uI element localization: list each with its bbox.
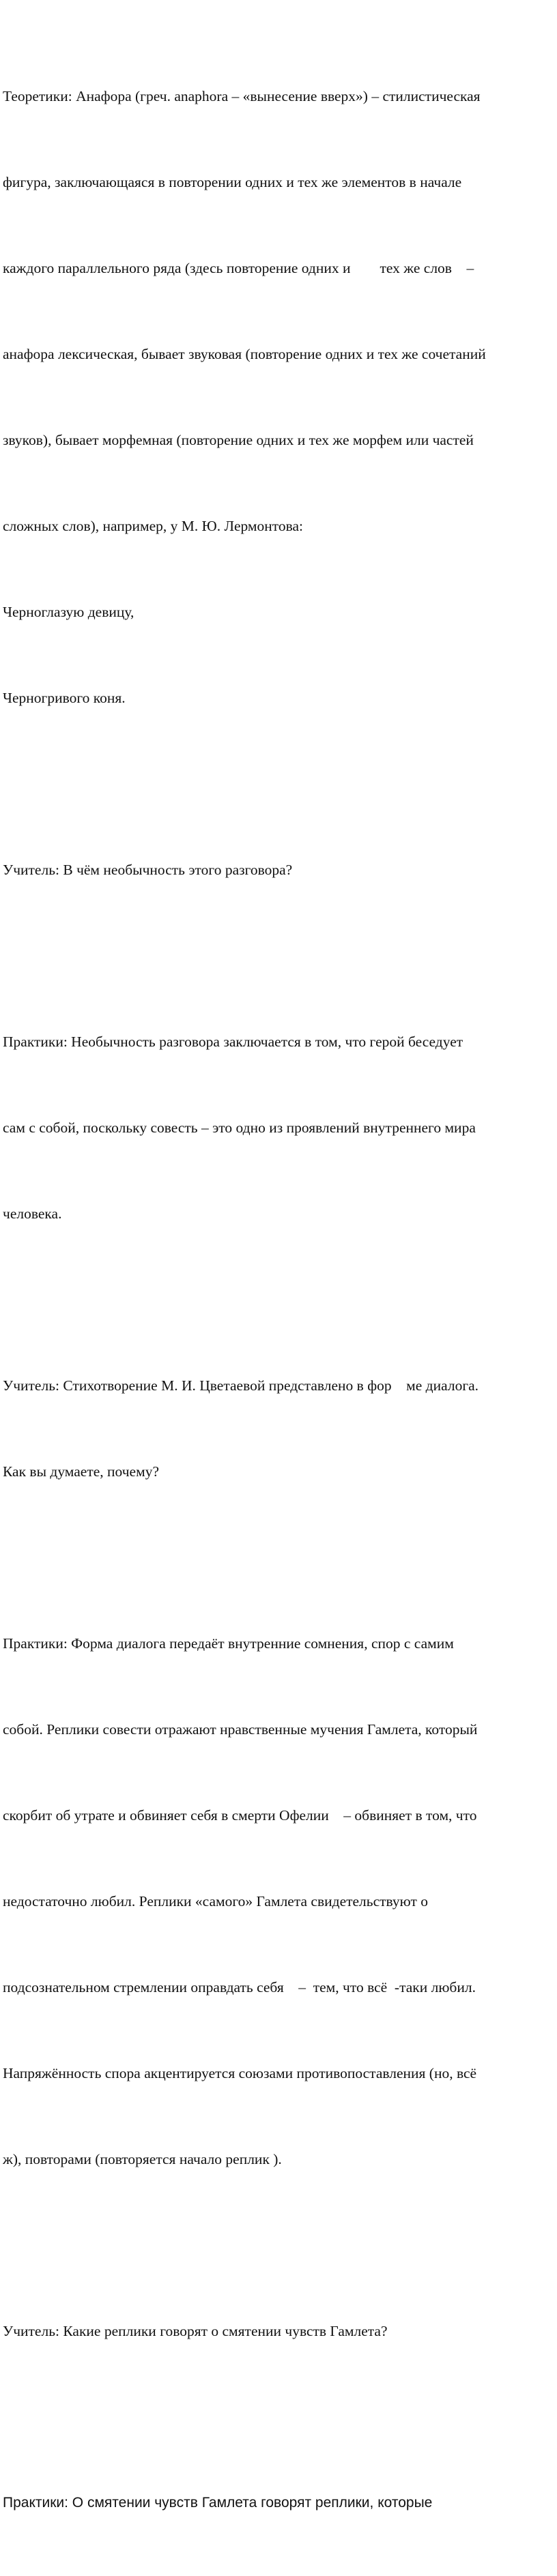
text-line: Учитель: Стихотворение М. И. Цветаевой представлено в фор ме диалога. — [3, 1377, 479, 1394]
paragraph-spacer — [3, 2403, 557, 2431]
paragraph-spacer — [3, 770, 557, 798]
text-line: Как вы думаете, почему? — [3, 1463, 159, 1480]
text-line: Практики: О смятении чувств Гамлета говорят реплики, которые — [3, 2495, 433, 2511]
paragraph-practitioners-answer-1 — [3, 970, 557, 1285]
paragraph-spacer — [3, 2231, 557, 2259]
text-line: фигура, заключающаяся в повторении одних и тех же элементов в начале — [3, 174, 462, 190]
text-line: Практики: Необычность разговора заключается в том, что герой беседует — [3, 1034, 463, 1050]
paragraph-theorists — [3, 25, 557, 770]
paragraph-spacer — [3, 1285, 557, 1314]
paragraph-teacher-question-1 — [3, 798, 557, 941]
text-line: каждого параллельного ряда (здесь повторение одних и тех же слов – — [3, 260, 474, 276]
text-line: сам с собой, поскольку совесть – это одно из проявлений внутреннего мира — [3, 1119, 476, 1136]
paragraph-spacer — [3, 1543, 557, 1572]
paragraph-teacher-question-2 — [3, 1314, 557, 1543]
text-line: Напряжённость спора акцентируется союзами противопоставления (но, всё — [3, 2065, 477, 2081]
paragraph-practitioners-answer-3 — [3, 2431, 557, 2576]
poem-line: Черногривого коня. — [3, 690, 126, 706]
text-line: Теоретики: Анафора (греч. anaphora – «вынесение вверх») – стилистическая — [3, 88, 481, 104]
text-line: человека. — [3, 1205, 62, 1222]
text-line: Учитель: Какие реплики говорят о смятении чувств Гамлета? — [3, 2323, 388, 2339]
text-line: Практики: Форма диалога передаёт внутренние сомнения, спор с самим — [3, 1635, 454, 1652]
text-line: сложных слов), например, у М. Ю. Лермонтова: — [3, 518, 304, 534]
text-line: анафора лексическая, бывает звуковая (повторение одних и тех же сочетаний — [3, 346, 486, 362]
paragraph-spacer — [3, 941, 557, 970]
text-line: Учитель: В чём необычность этого разговора? — [3, 862, 293, 878]
paragraph-teacher-question-3 — [3, 2259, 557, 2403]
text-line: недостаточно любил. Реплики «самого» Гамлета свидетельствуют о — [3, 1893, 428, 1909]
paragraph-practitioners-answer-2 — [3, 1572, 557, 2231]
text-line: ж), повторами (повторяется начало реплик ). — [3, 2151, 282, 2167]
text-line: собой. Реплики совести отражают нравственные мучения Гамлета, который — [3, 1721, 478, 1738]
text-line: звуков), бывает морфемная (повторение одних и тех же морфем или частей — [3, 432, 474, 448]
text-line: скорбит об утрате и обвиняет себя в смерти Офелии – обвиняет в том, что — [3, 1807, 477, 1824]
poem-line: Черноглазую девицу, — [3, 604, 134, 620]
text-line: подсознательном стремлении оправдать себя – тем, что всё -таки любил. — [3, 1979, 476, 1995]
